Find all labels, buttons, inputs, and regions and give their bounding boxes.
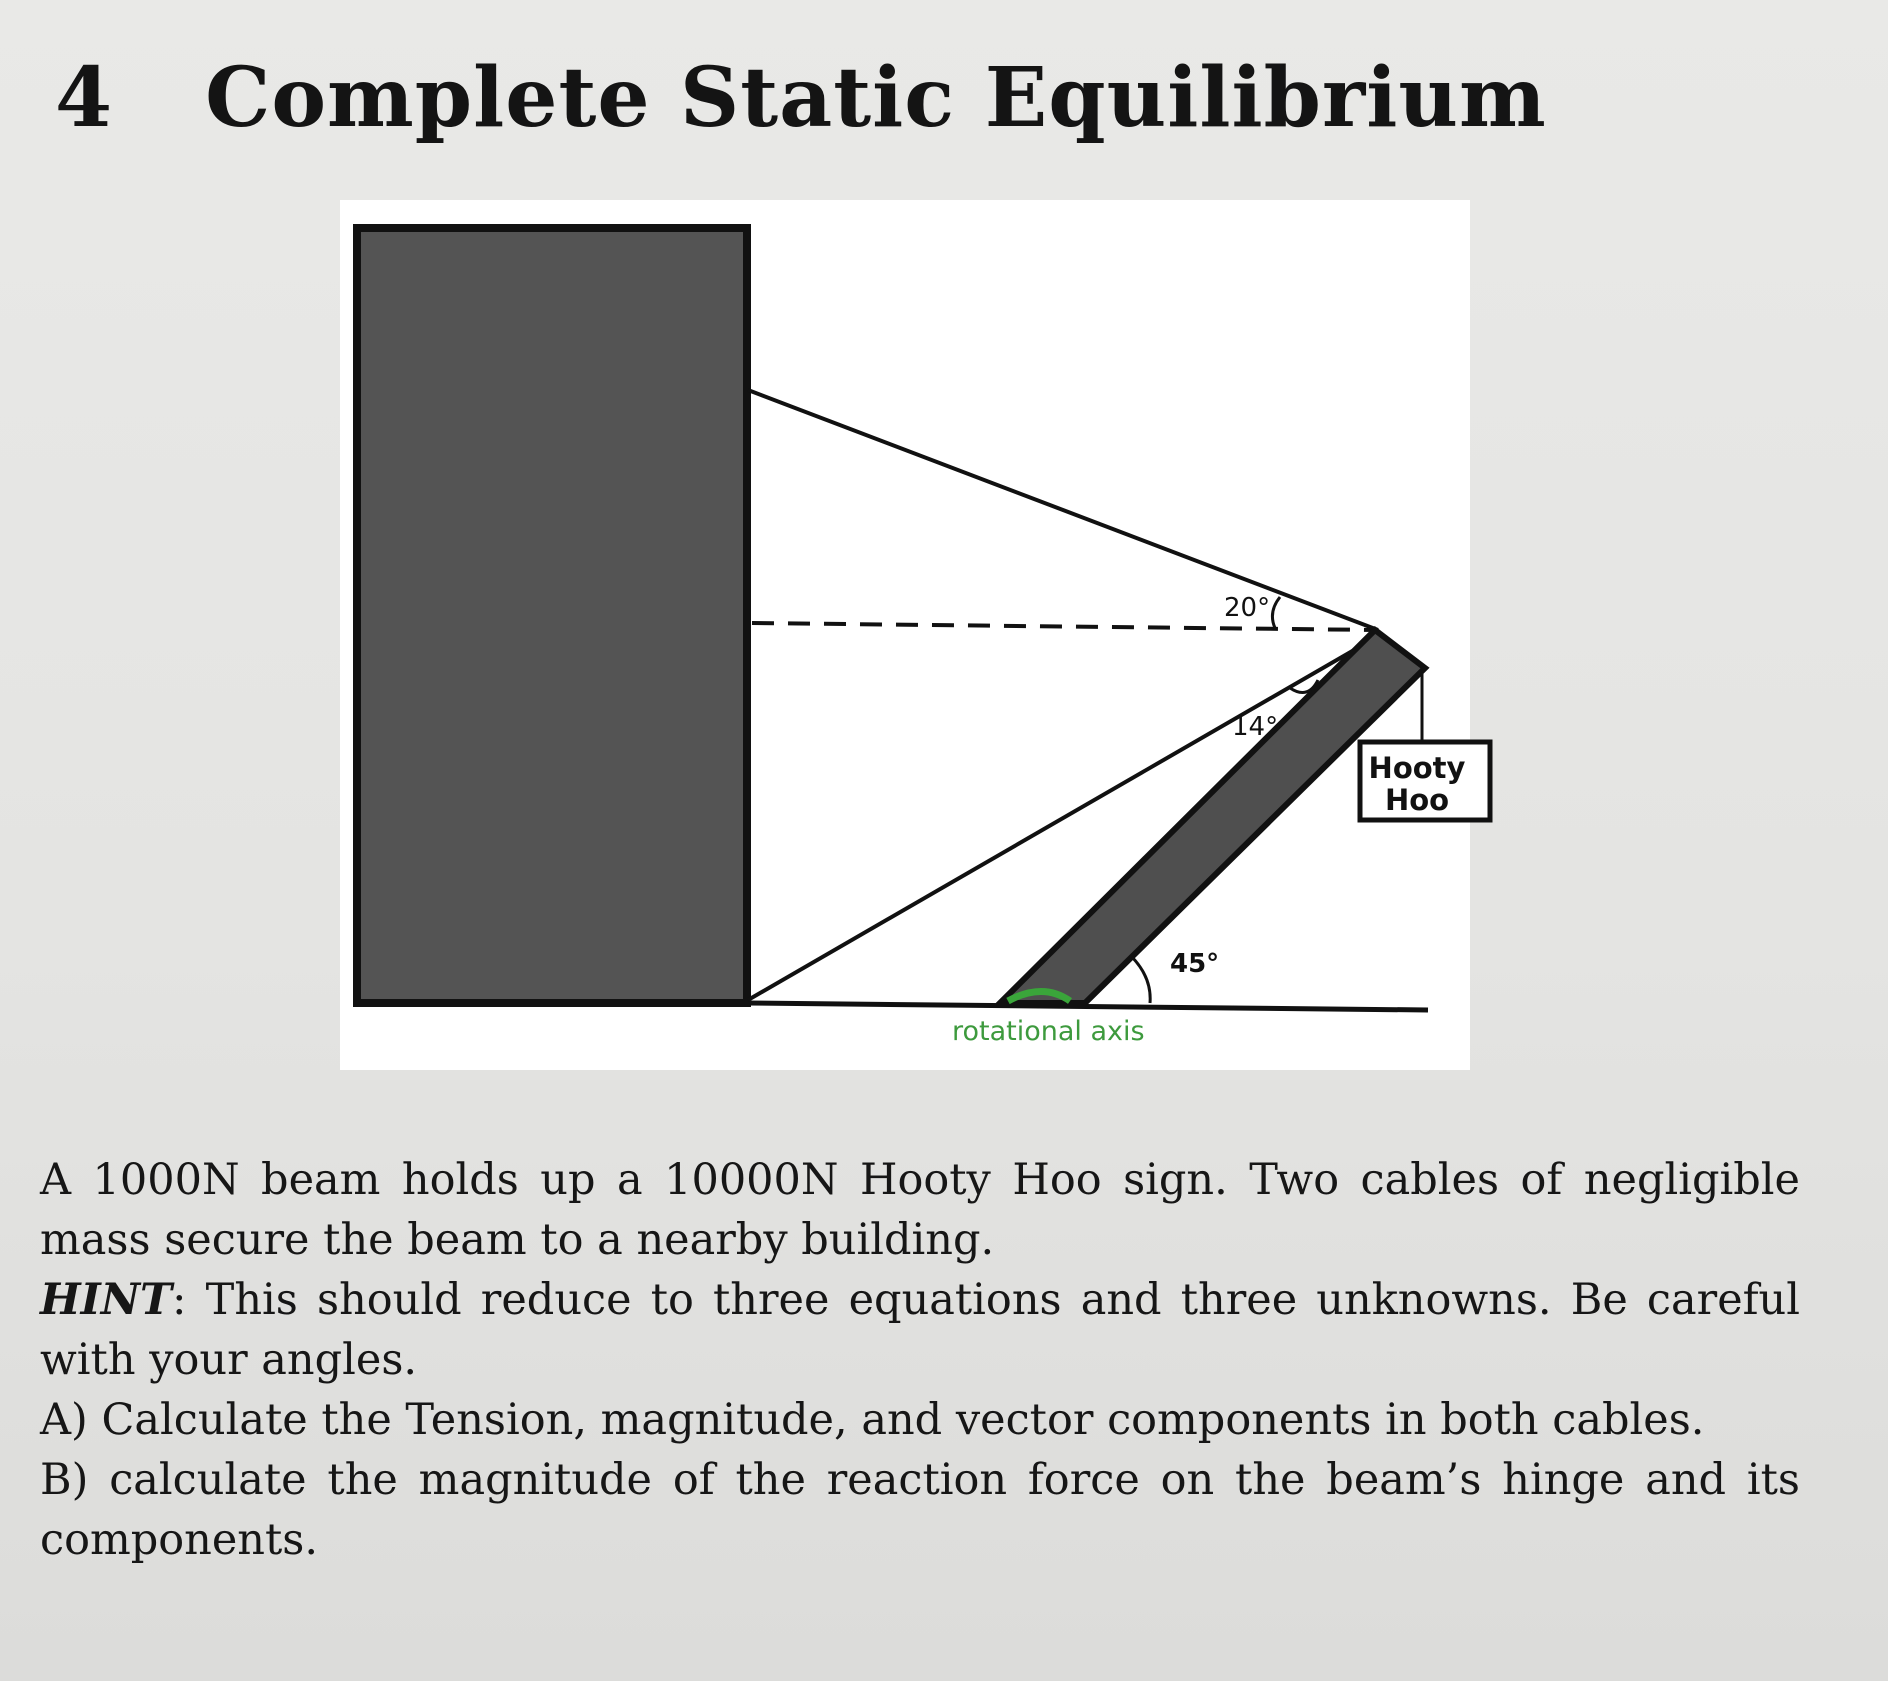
angle-20-label: 20° (1224, 593, 1271, 623)
hint-label: HINT (40, 1275, 173, 1325)
problem-part-b: B) calculate the magnitude of the reaction force on the beam’s hinge and its components. (40, 1455, 1800, 1565)
building (357, 228, 747, 1003)
problem-part-a: A) Calculate the Tension, magnitude, and vector components in both cables. (40, 1395, 1705, 1445)
problem-intro: A 1000N beam holds up a 10000N Hooty Hoo sign. Two cables of negligible mass secure the beam to a nearby building. (40, 1155, 1800, 1265)
problem-statement (40, 1150, 1800, 1570)
section-heading (55, 50, 1547, 146)
hint-text: : This should reduce to three equations and three unknowns. Be careful with your angles. (40, 1275, 1800, 1385)
sign-line-1: Hooty (1368, 751, 1466, 785)
rotational-axis-label: rotational axis (952, 1016, 1145, 1047)
sign-line-2: Hoo (1384, 783, 1450, 817)
angle-14-label: 14° (1232, 712, 1279, 742)
problem-hint (40, 1270, 1800, 1390)
angle-45-label: 45° (1170, 949, 1220, 979)
section-title: Complete Static Equilibrium (205, 50, 1547, 146)
section-number: 4 (55, 50, 114, 146)
